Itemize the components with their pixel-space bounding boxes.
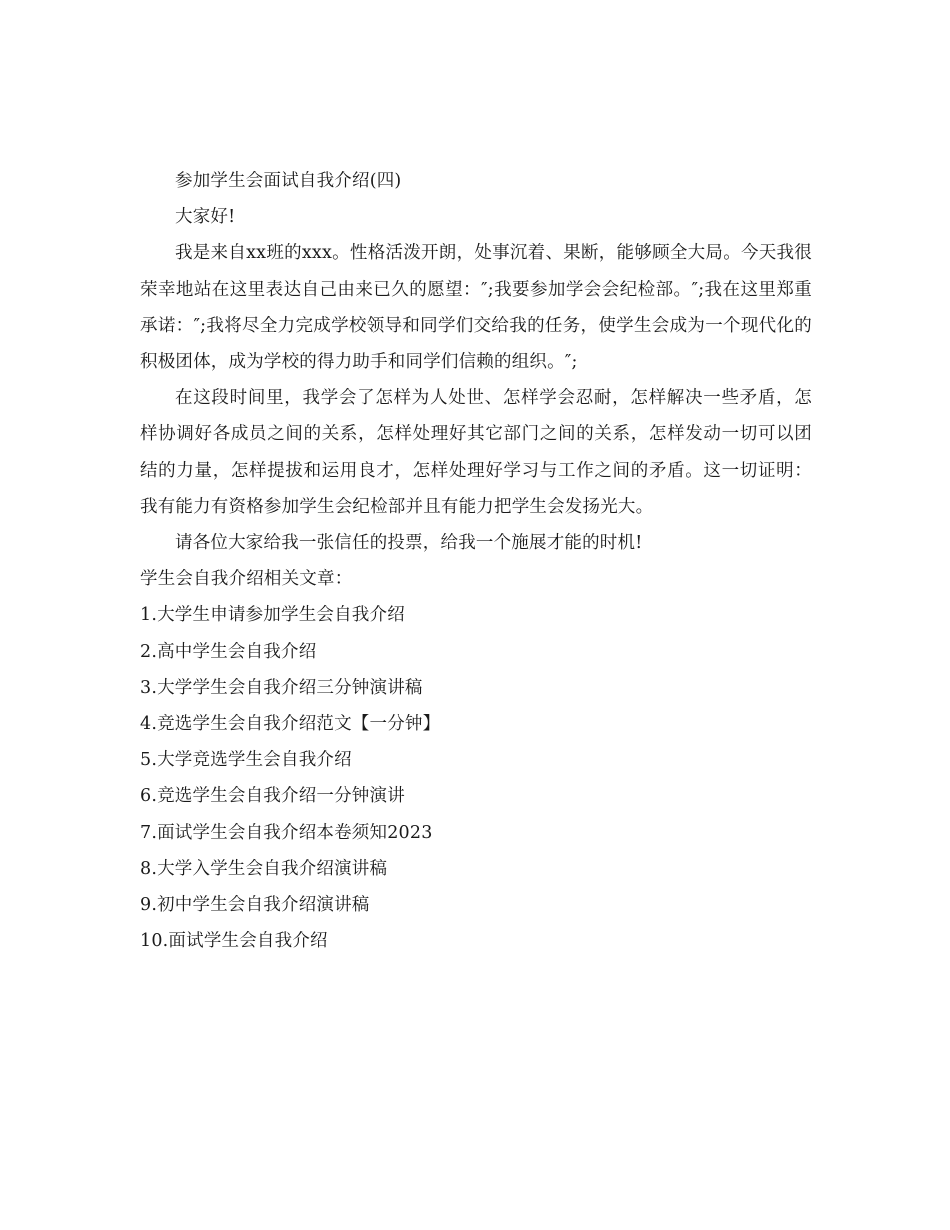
paragraph-experience: 在这段时间里，我学会了怎样为人处世、怎样学会忍耐，怎样解决一些矛盾，怎样协调好各成员之间的关系，怎样处理好其它部门之间的关系，怎样发动一切可以团结的力量，怎样提拔和运用良才，怎样处理好学习与工作之间的矛盾。这一切证明：我有能力有资格参加学生会纪检部并且有能力把学生会发扬光大。 [140, 388, 812, 517]
related-article-item[interactable]: 7.面试学生会自我介绍本卷须知2023 [140, 822, 433, 843]
related-article-item[interactable]: 10.面试学生会自我介绍 [140, 931, 328, 952]
related-article-item[interactable]: 6.竞选学生会自我介绍一分钟演讲 [140, 786, 405, 807]
related-article-item[interactable]: 3.大学学生会自我介绍三分钟演讲稿 [140, 677, 423, 698]
related-article-item[interactable]: 9.初中学生会自我介绍演讲稿 [140, 895, 370, 916]
greeting: 大家好! [175, 207, 236, 228]
document-body [140, 163, 812, 959]
document-title: 参加学生会面试自我介绍(四) [175, 171, 402, 191]
related-heading: 学生会自我介绍相关文章： [140, 569, 353, 590]
related-article-item[interactable]: 5.大学竞选学生会自我介绍 [140, 750, 352, 771]
paragraph-intro: 我是来自xx班的xxx。性格活泼开朗，处事沉着、果断，能够顾全大局。今天我很荣幸地站在这里表达自己由来已久的愿望：″;我要参加学会会纪检部。″;我在这里郑重承诺：″;我将尽全力完成学校领导和同学们交给我的任务，使学生会成为一个现代化的积极团体，成为学校的得力助手和同学们信赖的组织。″; [140, 243, 812, 373]
related-article-item[interactable]: 4.竞选学生会自我介绍范文【一分钟】 [140, 714, 441, 735]
related-article-item[interactable]: 1.大学生申请参加学生会自我介绍 [140, 605, 405, 626]
related-article-item[interactable]: 2.高中学生会自我介绍 [140, 641, 317, 662]
paragraph-closing: 请各位大家给我一张信任的投票，给我一个施展才能的时机! [175, 533, 643, 554]
related-articles-list [140, 597, 812, 959]
related-article-item[interactable]: 8.大学入学生会自我介绍演讲稿 [140, 858, 388, 879]
